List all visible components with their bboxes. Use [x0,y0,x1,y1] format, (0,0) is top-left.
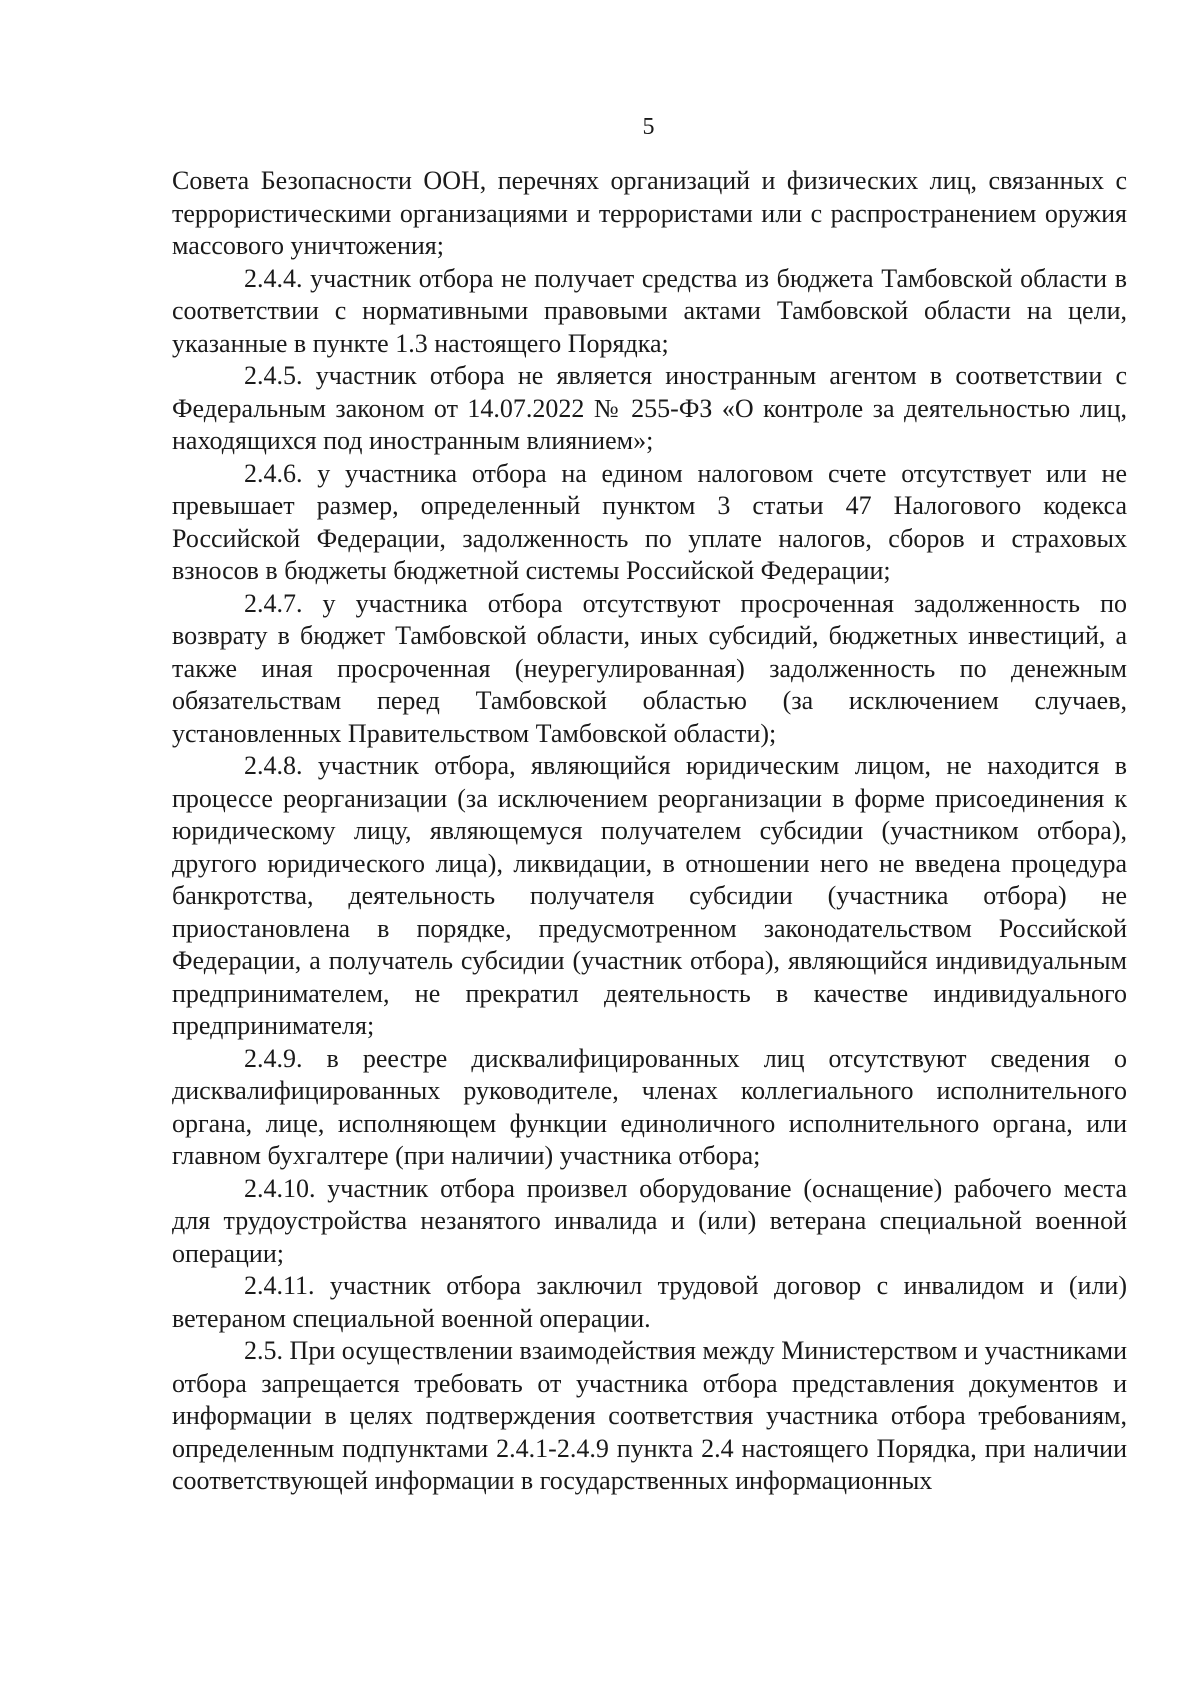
paragraph-2-4-5: 2.4.5. участник отбора не является иностранным агентом в соответствии с Федеральным законом от 14.07.2022 № 255-ФЗ «О контроле за деятельностью лиц, находящихся под иностранным влиянием»; [172,361,1127,455]
paragraph-continuation: Совета Безопасности ООН, перечнях организаций и физических лиц, связанных с террористическими организациями и террористами или с распространением оружия массового уничтожения; [172,166,1127,260]
paragraph-2-4-4: 2.4.4. участник отбора не получает средства из бюджета Тамбовской области в соответствии с нормативными правовыми актами Тамбовской области на цели, указанные в пункте 1.3 настоящего Порядка; [172,263,1127,358]
paragraph-2-4-8: 2.4.8. участник отбора, являющийся юридическим лицом, не находится в процессе реорганизации (за исключением реорганизации в форме присоединения к юридическому лицу, являющемуся получателем субсидии (участником отбора), другого юридического лица), ликвидации, в отношении него не введена процедура банкротства, деятельность получателя субсидии (участника отбора) не приостановлена в порядке, предусмотренном законодательством Российской Федерации, а получатель субсидии (участник отбора), являющийся индивидуальным предпринимателем, не прекратил деятельность в качестве индивидуального предпринимателя; [172,751,1127,1040]
paragraph-2-4-7: 2.4.7. у участника отбора отсутствуют просроченная задолженность по возврату в бюджет Тамбовской области, иных субсидий, бюджетных инвестиций, а также иная просроченная (неурегулированная) задолженность по денежным обязательствам перед Тамбовской областью (за исключением случаев, установленных Правительством Тамбовской области); [172,588,1127,748]
paragraph-2-4-6: 2.4.6. у участника отбора на едином налоговом счете отсутствует или не превышает размер, определенный пунктом 3 статьи 47 Налогового кодекса Российской Федерации, задолженность по уплате налогов, сборов и страховых взносов в бюджеты бюджетной системы Российской Федерации; [172,458,1127,585]
document-body [172,165,1127,1498]
paragraph-2-4-11: 2.4.11. участник отбора заключил трудовой договор с инвалидом и (или) ветераном специальной военной операции. [172,1271,1127,1333]
paragraph-2-5: 2.5. При осуществлении взаимодействия между Министерством и участниками отбора запрещается требовать от участника отбора представления документов и информации в целях подтверждения соответствия участника отбора требованиям, определенным подпунктами 2.4.1-2.4.9 пункта 2.4 настоящего Порядка, при наличии соответствующей информации в государственных информационных [172,1336,1127,1495]
paragraph-2-4-10: 2.4.10. участник отбора произвел оборудование (оснащение) рабочего места для трудоустройства незанятого инвалида и (или) ветерана специальной военной операции; [172,1173,1127,1268]
paragraph-2-4-9: 2.4.9. в реестре дисквалифицированных лиц отсутствуют сведения о дисквалифицированных руководителе, членах коллегиального исполнительного органа, лице, исполняющем функции единоличного исполнительного органа, или главном бухгалтере (при наличии) участника отбора; [172,1043,1127,1170]
page-number: 5 [642,114,655,140]
